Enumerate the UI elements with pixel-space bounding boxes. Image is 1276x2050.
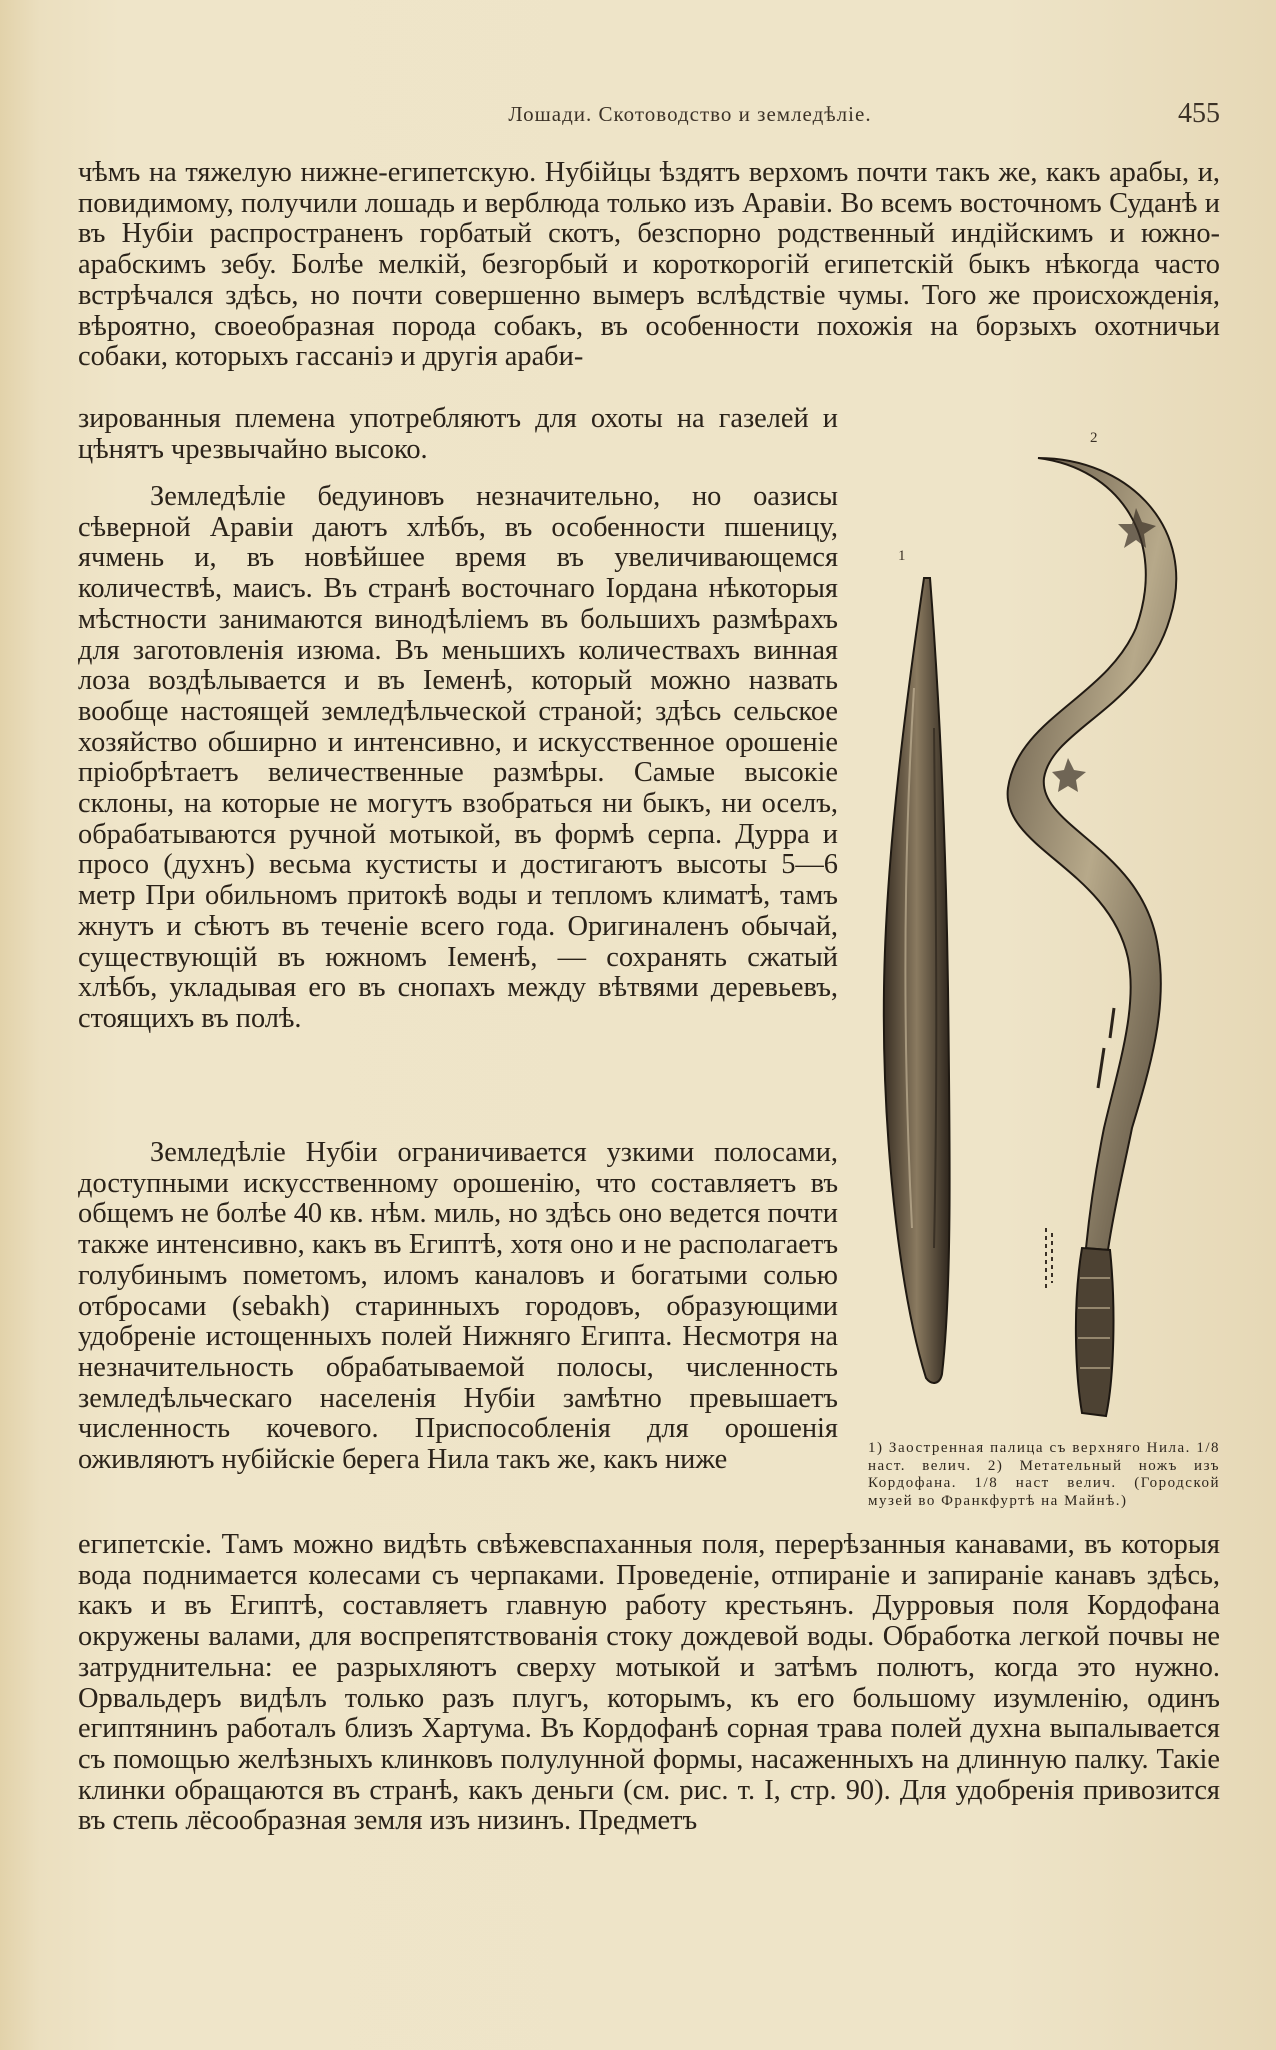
throwing-knife-drawing [1008, 458, 1177, 1416]
paragraph-4: египетскiе. Тамъ можно видѣть свѣжевспаханныя поля, перерѣзанныя канавами, въ которыя вода поднимается колесами съ черпаками. Проведенiе, отпиранiе и запиранiе канавъ здѣсь, какъ и въ Египтѣ, составляетъ главную работу крестьянъ. Дурровыя поля Кордофана окружены валами, для воспрепятствованiя стоку дождевой воды. Обработка легкой почвы не затруднительна: ее разрыхляютъ сверху мотыкой и затѣмъ полютъ, когда это нужно. Орвальдеръ видѣлъ только разъ плугъ, которымъ, къ его большому изумленiю, одинъ египтянинъ работалъ близъ Хартума. Въ Кордофанѣ сорная трава полей духна выпалывается съ помощью желѣзныхъ клинковъ полулунной формы, насаженныхъ на длинную палку. Такiе клинки обращаются въ странѣ, какъ деньги (см. рис. т. I, стр. 90). Для удобренiя привозится въ степь лёсообразная земля изъ низинъ. Предметъ [78, 1529, 1220, 1837]
paragraph-3: Земледѣлiе Нубiи ограничивается узкими полосами, доступными искусственному орошенiю, что составляетъ въ общемъ не болѣе 40 кв. нѣм. миль, но здѣсь оно ведется почти также интенсивно, какъ въ Египтѣ, хотя оно и не располагаетъ голубинымъ пометомъ, иломъ каналовъ и богатыми солью отбросами (sebakh) старинныхъ городовъ, образующими удобренiе истощенныхъ полей Нижняго Египта. Несмотря на незначительность обрабатываемой полосы, численность земледѣльческаго населенiя Нубiи замѣтно превышаетъ численность кочевого. Приспособленiя для орошенiя оживляютъ нубiйскiе берега Нила такъ же, какъ ниже [78, 1137, 838, 1476]
figure-illustration [868, 428, 1238, 1432]
paragraph-1: чѣмъ на тяжелую нижне-египетскую. Нубiйцы ѣздятъ верхомъ почти такъ же, какъ арабы, и, повидимому, получили лошадь и верблюда только изъ Аравiи. Во всемъ восточномъ Суданѣ и въ Нубiи распространенъ горбатый скотъ, безспорно родственный индiйскимъ и южно-арабскимъ зебу. Болѣе мелкiй, безгорбый и короткорогiй египетскiй быкъ нѣкогда часто встрѣчался здѣсь, но почти совершенно вымеръ вслѣдствiе чумы. Того же происхожденiя, вѣроятно, своеобразная порода собакъ, въ особенности похожiя на борзыхъ охотничьи собаки, которыхъ гассанiэ и другiя араби- [78, 157, 1220, 373]
page-header [60, 98, 1220, 138]
figure-label-2: 2 [1090, 430, 1098, 446]
paragraph-2: Земледѣлiе бедуиновъ незначительно, но оазисы сѣверной Аравiи даютъ хлѣбъ, въ особенности пшеницу, ячмень и, въ новѣйшее время въ увеличивающемся количествѣ, маисъ. Въ странѣ восточнаго Iордана нѣкоторыя мѣстности занимаются винодѣлiемъ въ большихъ размѣрахъ для заготовленiя изюма. Въ меньшихъ количествахъ винная лоза воздѣлывается и въ Iеменѣ, который можно назвать вообще настоящей земледѣльческой страной; здѣсь сельское хозяйство обширно и интенсивно, и искусственное орошенiе прiобрѣтаетъ величественные размѣры. Самые высокiе склоны, на которые не могутъ взобраться ни быкъ, ни оселъ, обрабатываются ручной мотыкой, въ формѣ серпа. Дурра и просо (духнъ) весьма кустисты и достигаютъ высоты 5—6 метр При обильномъ притокѣ воды и тепломъ климатѣ, тамъ жнутъ и сѣютъ въ теченiе всего года. Оригиналенъ обычай, существующiй въ южномъ Iеменѣ, — сохранять сжатый хлѣбъ, укладывая его въ снопахъ между вѣтвями деревьевъ, стоящихъ въ полѣ. [78, 481, 838, 1034]
figure-caption: 1) Заостренная палица съ верхняго Нила. 1/8 наст. велич. 2) Метательный ножъ изъ Кордофана. 1/8 наст велич. (Городской музей во Франкфуртѣ на Майнѣ.) [868, 1440, 1220, 1509]
figure-weapons [868, 428, 1238, 1432]
paragraph-1-continued: зированныя племена употребляютъ для охоты на газелей и цѣнятъ чрезвычайно высоко. [78, 403, 838, 465]
pointed-club-drawing [884, 578, 950, 1383]
running-head: Лошади. Скотоводство и земледѣлiе. [508, 102, 872, 126]
page-number: 455 [1178, 98, 1220, 129]
figure-label-1: 1 [898, 548, 906, 564]
